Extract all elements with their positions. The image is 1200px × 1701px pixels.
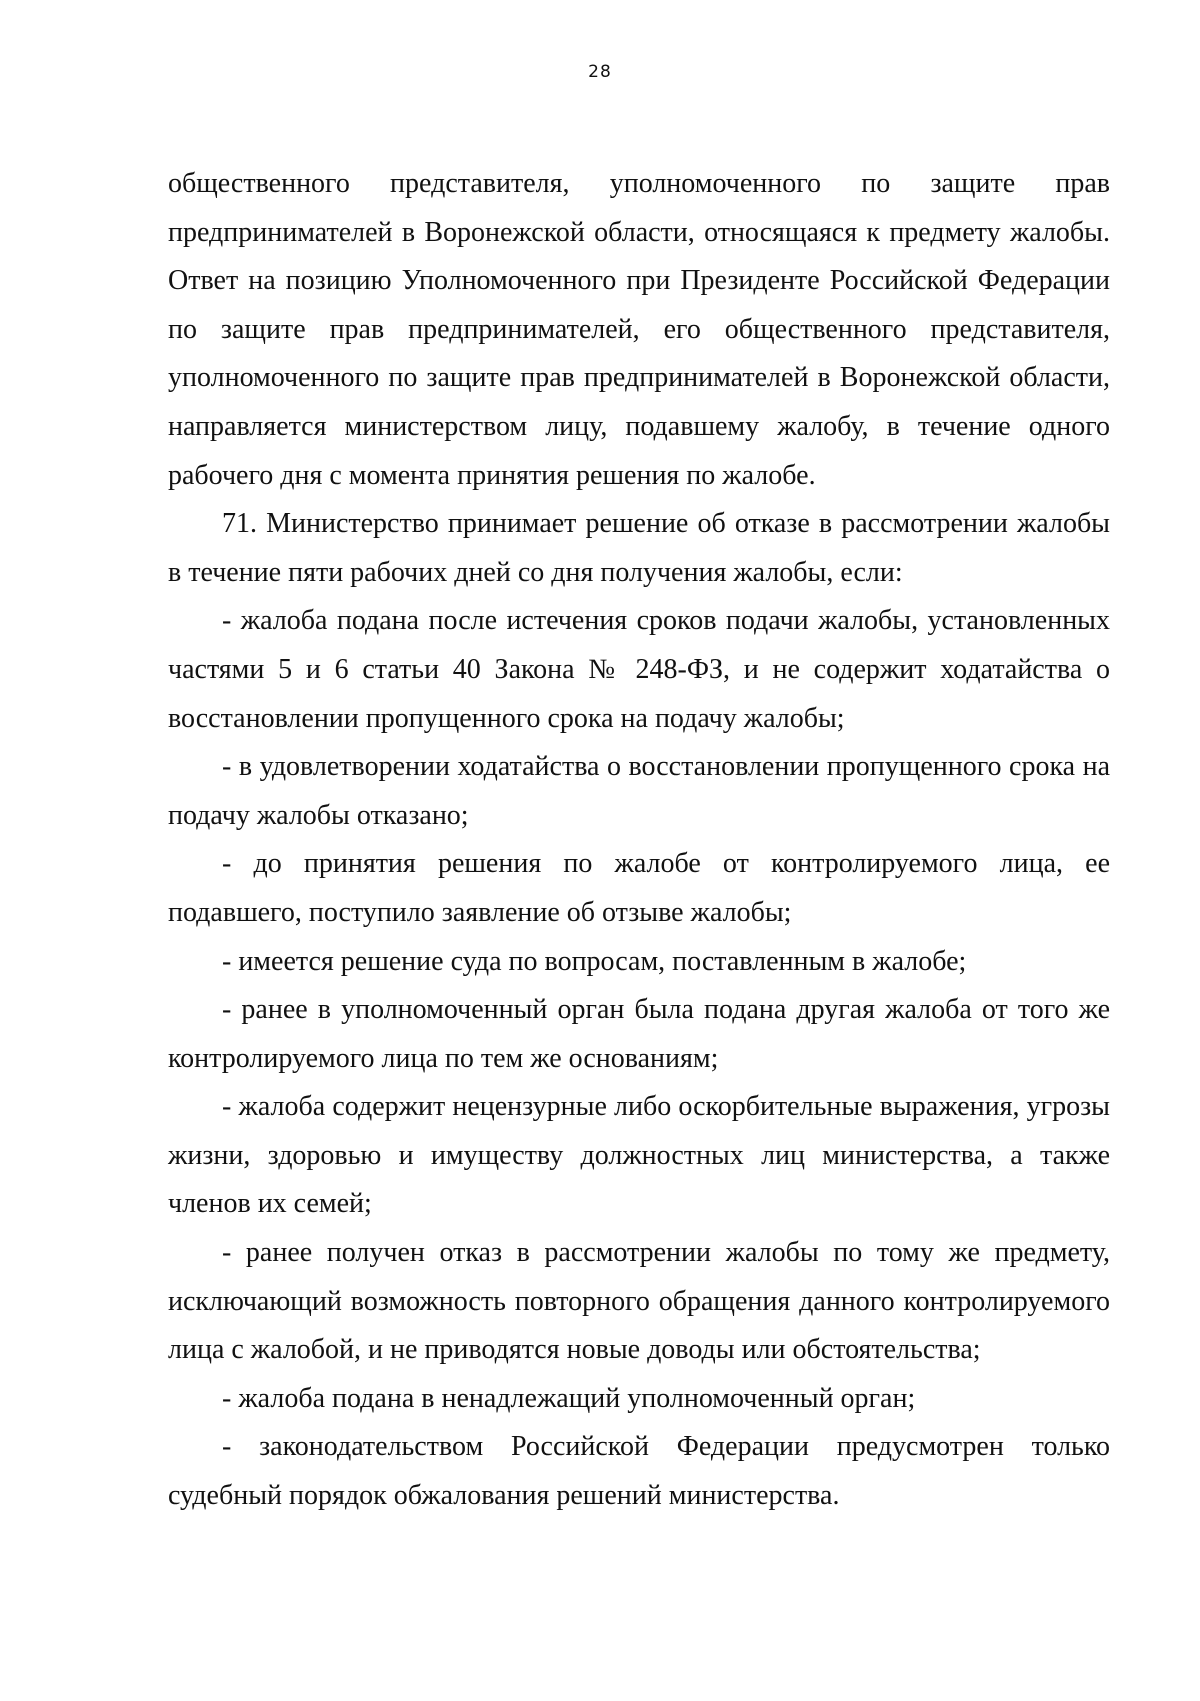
list-item: - имеется решение суда по вопросам, поставленным в жалобе; (222, 945, 967, 977)
list-item: - до принятия решения по жалобе от контролируемого лица, ее подавшего, поступило заявление об отзыве жалобы; (168, 848, 1110, 928)
paragraph-continuation: общественного представителя, уполномоченного по защите прав предпринимателей в Воронежской области, относящаяся к предмету жалобы. Ответ на позицию Уполномоченного при Президенте Российской Федерации по защите прав предпринимателей, его общественного представителя, уполномоченного по защите прав предпринимателей в Воронежской области, направляется министерством лицу, подавшему жалобу, в течение одного рабочего дня с момента принятия решения по жалобе. (168, 168, 1110, 491)
list-item: - ранее в уполномоченный орган была подана другая жалоба от того же контролируемого лица по тем же основаниям; (168, 994, 1110, 1074)
list-item: - жалоба содержит нецензурные либо оскорбительные выражения, угрозы жизни, здоровью и имуществу должностных лиц министерства, а также членов их семей; (168, 1091, 1110, 1220)
list-item: - жалоба подана в ненадлежащий уполномоченный орган; (222, 1382, 916, 1414)
list-item: - ранее получен отказ в рассмотрении жалобы по тому же предмету, исключающий возможность повторного обращения данного контролируемого лица с жалобой, и не приводятся новые доводы или обстоятельства; (168, 1237, 1110, 1366)
list-item: - в удовлетворении ходатайства о восстановлении пропущенного срока на подачу жалобы отказано; (168, 751, 1110, 831)
page-number: 28 (588, 62, 612, 82)
list-item: - жалоба подана после истечения сроков подачи жалобы, установленных частями 5 и 6 статьи 40 Закона № 248-ФЗ, и не содержит ходатайства о восстановлении пропущенного срока на подачу жалобы; (168, 605, 1110, 734)
list-item: - законодательством Российской Федерации предусмотрен только судебный порядок обжалования решений министерства. (168, 1431, 1110, 1512)
document-body (168, 160, 1110, 1521)
paragraph-item-71: 71. Министерство принимает решение об отказе в рассмотрении жалобы в течение пяти рабочих дней со дня получения жалобы, если: (168, 508, 1110, 588)
